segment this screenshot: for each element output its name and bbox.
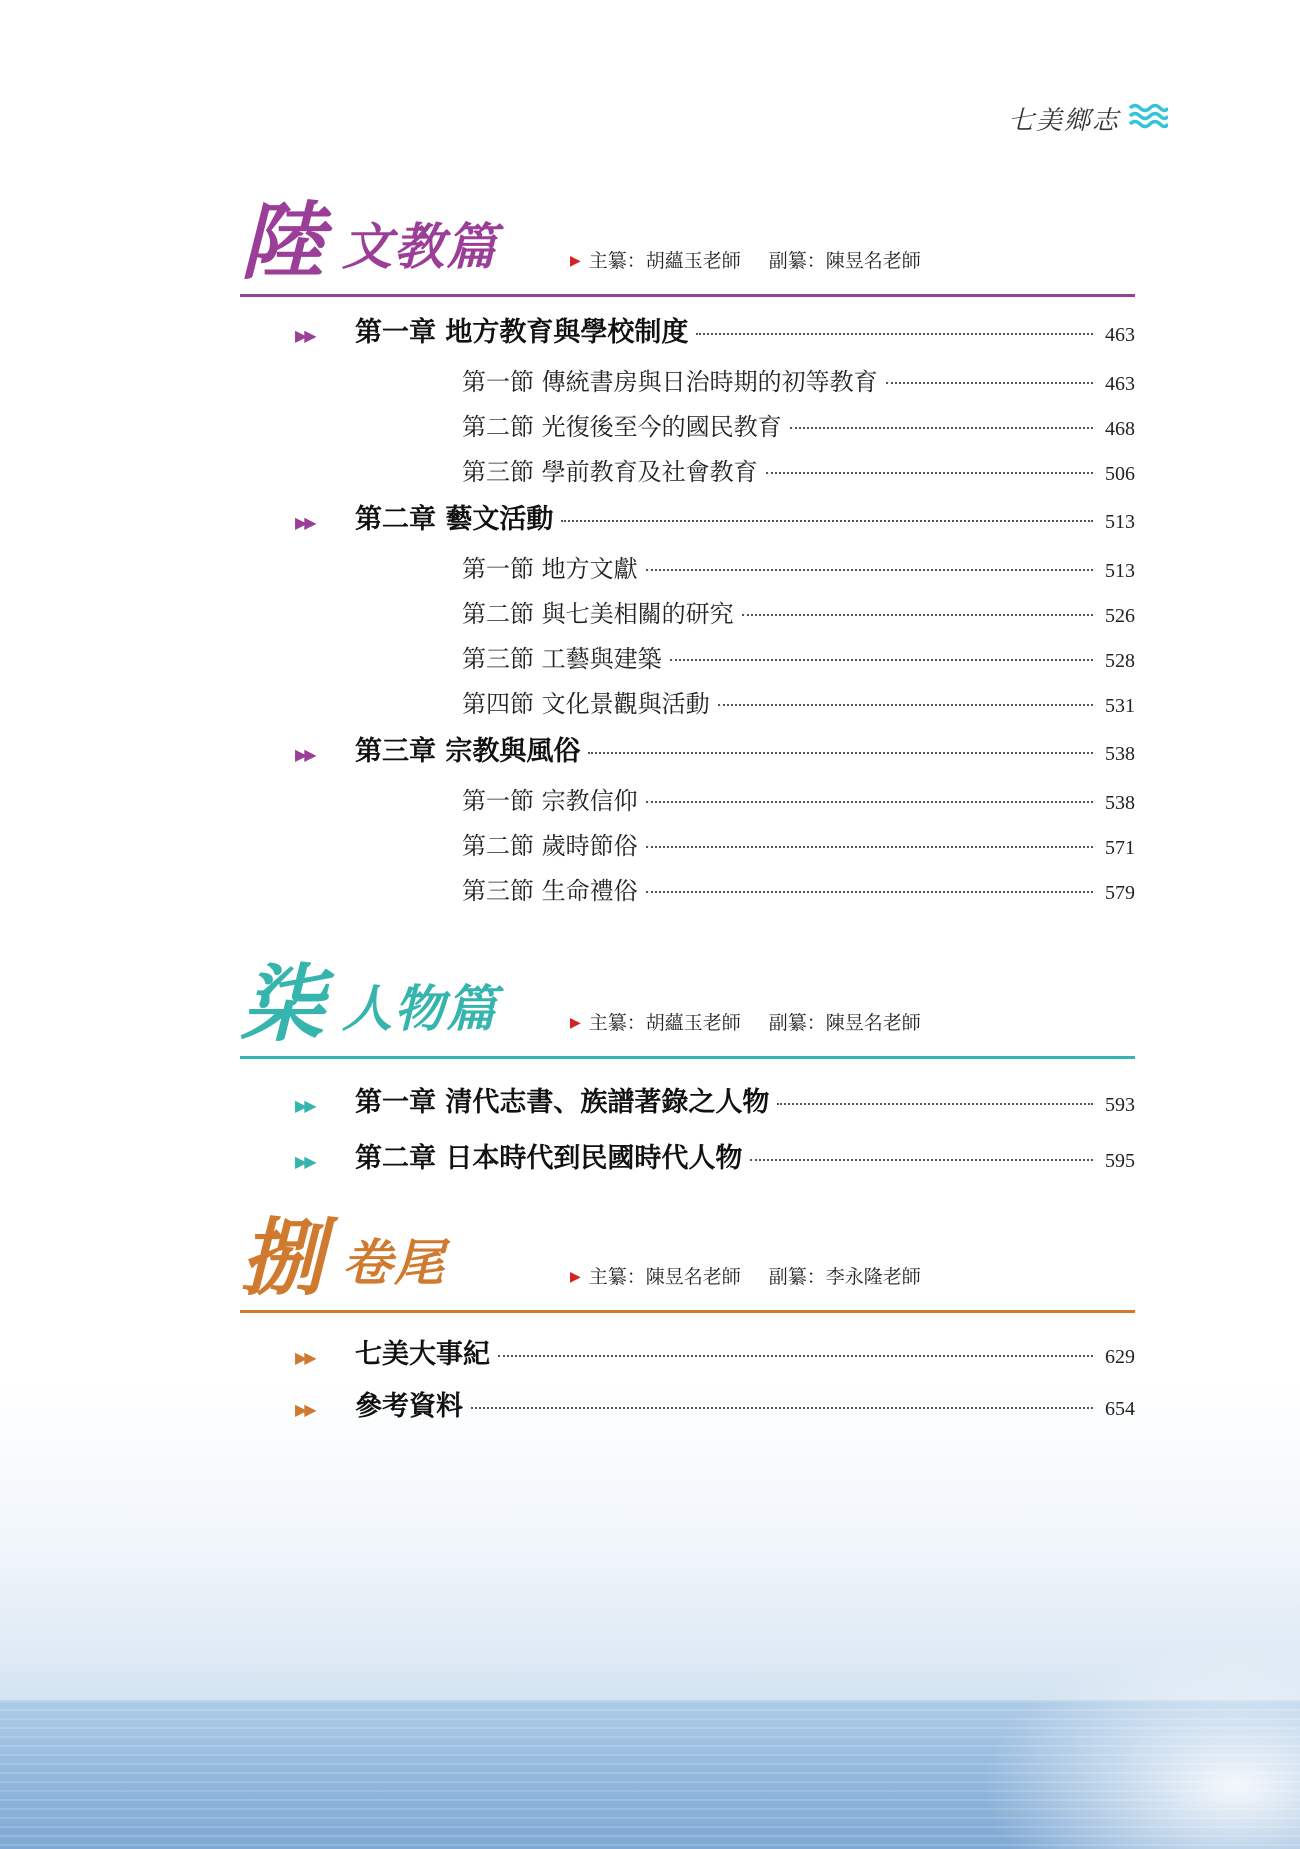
dot-leader xyxy=(742,614,1093,616)
dot-leader xyxy=(790,427,1093,429)
double-arrow-icon: ▶▶ xyxy=(295,513,314,532)
subsection-title: 第二節 與七美相關的研究 xyxy=(462,600,734,628)
running-head-title: 七美鄉志 xyxy=(1008,106,1121,136)
chapter-title: 七美大事紀 xyxy=(355,1339,490,1370)
section-number: 捌 xyxy=(240,1208,325,1307)
section-rule xyxy=(240,1056,1135,1059)
page-number: 528 xyxy=(1105,650,1135,672)
section-editors xyxy=(570,1262,921,1289)
page-number: 654 xyxy=(1105,1398,1135,1420)
page-number: 531 xyxy=(1105,695,1135,717)
chapter-entry[interactable] xyxy=(240,1080,1135,1136)
section-header xyxy=(240,954,1135,1058)
chapter-entry[interactable] xyxy=(240,1136,1135,1188)
chief-editor: 主纂：胡蘊玉老師 xyxy=(588,250,741,272)
sea-light-glow xyxy=(980,1640,1300,1849)
section-editors xyxy=(570,246,921,273)
chapter-entry[interactable] xyxy=(240,1384,1135,1436)
section-header xyxy=(240,1208,1135,1312)
toc-section-people xyxy=(240,954,1135,1188)
chapter-entry[interactable] xyxy=(240,310,1135,362)
dot-leader xyxy=(750,1159,1093,1161)
section-rule xyxy=(240,1310,1135,1313)
chapter-entry[interactable] xyxy=(240,1332,1135,1384)
subsection-entry[interactable] xyxy=(240,684,1135,729)
dot-leader xyxy=(588,752,1093,754)
section-title: 卷尾 xyxy=(342,1233,446,1292)
subsection-entry[interactable] xyxy=(240,639,1135,684)
page-number: 526 xyxy=(1105,605,1135,627)
dot-leader xyxy=(886,382,1093,384)
subsection-entry[interactable] xyxy=(240,594,1135,639)
section-header xyxy=(240,192,1135,296)
subsection-entry[interactable] xyxy=(240,871,1135,916)
page-number: 506 xyxy=(1105,463,1135,485)
subsection-entry[interactable] xyxy=(240,362,1135,407)
page-number: 463 xyxy=(1105,324,1135,346)
chapter-entry[interactable] xyxy=(240,729,1135,781)
subsection-title: 第三節 學前教育及社會教育 xyxy=(462,458,758,486)
page-number: 579 xyxy=(1105,882,1135,904)
triangle-marker-icon: ▶ xyxy=(570,1015,581,1031)
dot-leader xyxy=(670,659,1093,661)
section-title: 人物篇 xyxy=(342,979,498,1038)
dot-leader xyxy=(766,472,1093,474)
section-number: 陸 xyxy=(240,192,325,291)
page-number: 513 xyxy=(1105,560,1135,582)
deputy-editor: 副纂：陳昱名老師 xyxy=(768,250,921,272)
dot-leader xyxy=(498,1355,1093,1357)
subsection-entry[interactable] xyxy=(240,826,1135,871)
dot-leader xyxy=(646,891,1093,893)
page-number: 513 xyxy=(1105,511,1135,533)
deputy-editor: 副纂：李永隆老師 xyxy=(768,1266,921,1288)
chapter-entry[interactable] xyxy=(240,497,1135,549)
page-number: 571 xyxy=(1105,837,1135,859)
section-title: 文教篇 xyxy=(342,217,498,276)
page-number: 538 xyxy=(1105,743,1135,765)
subsection-entry[interactable] xyxy=(240,407,1135,452)
subsection-title: 第二節 光復後至今的國民教育 xyxy=(462,413,782,441)
subsection-title: 第二節 歲時節俗 xyxy=(462,832,638,860)
triangle-marker-icon: ▶ xyxy=(570,1269,581,1285)
subsection-title: 第一節 地方文獻 xyxy=(462,555,638,583)
subsection-title: 第一節 宗教信仰 xyxy=(462,787,638,815)
toc-section-culture xyxy=(240,192,1135,916)
double-arrow-icon: ▶▶ xyxy=(295,1348,314,1367)
double-arrow-icon: ▶▶ xyxy=(295,745,314,764)
double-arrow-icon: ▶▶ xyxy=(295,1152,314,1171)
dot-leader xyxy=(696,333,1093,335)
section-number: 柒 xyxy=(240,954,325,1053)
triangle-marker-icon: ▶ xyxy=(570,253,581,269)
dot-leader xyxy=(561,520,1093,522)
chapter-title: 第一章 清代志書、族譜著錄之人物 xyxy=(355,1087,770,1118)
page-number: 593 xyxy=(1105,1094,1135,1116)
subsection-title: 第三節 生命禮俗 xyxy=(462,877,638,905)
double-arrow-icon: ▶▶ xyxy=(295,1400,314,1419)
page-number: 595 xyxy=(1105,1150,1135,1172)
toc-section-appendix xyxy=(240,1208,1135,1436)
dot-leader xyxy=(646,846,1093,848)
chapter-title: 第一章 地方教育與學校制度 xyxy=(355,317,689,348)
subsection-entry[interactable] xyxy=(240,452,1135,497)
double-arrow-icon: ▶▶ xyxy=(295,1096,314,1115)
subsection-entry[interactable] xyxy=(240,781,1135,826)
running-head xyxy=(1008,100,1168,137)
waves-icon xyxy=(1128,102,1168,136)
page-number: 629 xyxy=(1105,1346,1135,1368)
page-number: 468 xyxy=(1105,418,1135,440)
page-number: 463 xyxy=(1105,373,1135,395)
dot-leader xyxy=(718,704,1093,706)
subsection-entry[interactable] xyxy=(240,549,1135,594)
double-arrow-icon: ▶▶ xyxy=(295,326,314,345)
subsection-title: 第一節 傳統書房與日治時期的初等教育 xyxy=(462,368,878,396)
chapter-title: 第二章 日本時代到民國時代人物 xyxy=(355,1143,743,1174)
section-rule xyxy=(240,294,1135,297)
chief-editor: 主纂：陳昱名老師 xyxy=(588,1266,741,1288)
chapter-title: 第二章 藝文活動 xyxy=(355,504,554,535)
chapter-title: 參考資料 xyxy=(355,1391,463,1422)
section-editors xyxy=(570,1008,921,1035)
chief-editor: 主纂：胡蘊玉老師 xyxy=(588,1012,741,1034)
chapter-title: 第三章 宗教與風俗 xyxy=(355,736,581,767)
dot-leader xyxy=(471,1407,1093,1409)
page-number: 538 xyxy=(1105,792,1135,814)
dot-leader xyxy=(646,569,1093,571)
subsection-title: 第四節 文化景觀與活動 xyxy=(462,690,710,718)
dot-leader xyxy=(646,801,1093,803)
dot-leader xyxy=(777,1103,1093,1105)
subsection-title: 第三節 工藝與建築 xyxy=(462,645,662,673)
deputy-editor: 副纂：陳昱名老師 xyxy=(768,1012,921,1034)
